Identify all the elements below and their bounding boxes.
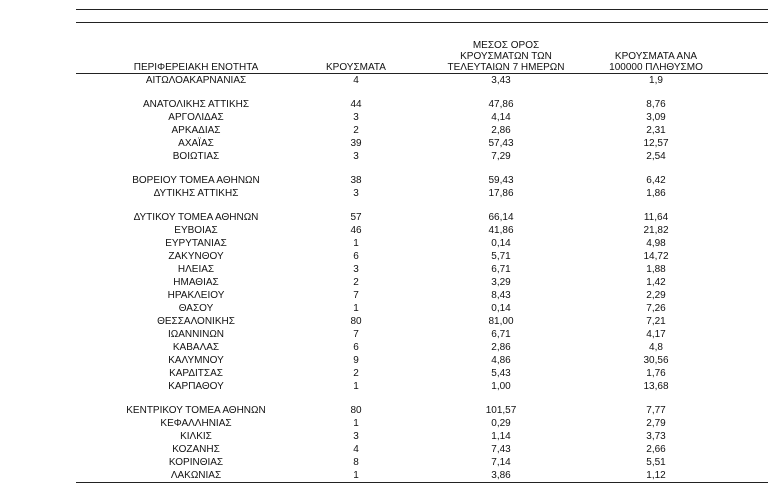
cell-region: ΚΑΡΔΙΤΣΑΣ (169, 368, 223, 379)
cell-avg7: 57,43 (488, 138, 514, 149)
header-region: ΠΕΡΙΦΕΡΕΙΑΚΗ ΕΝΟΤΗΤΑ (133, 62, 259, 73)
cell-region: ΒΟΙΩΤΙΑΣ (172, 151, 220, 162)
cell-cases: 2 (353, 125, 359, 136)
cell-cases: 46 (350, 225, 362, 236)
table-row (76, 289, 768, 302)
cell-region: ΚΑΛΥΜΝΟΥ (168, 355, 224, 366)
cell-per100k: 2,54 (646, 151, 666, 162)
table-row (76, 276, 768, 289)
cell-avg7: 66,14 (488, 212, 514, 223)
cell-avg7: 1,14 (491, 431, 511, 442)
header-per100k-line2: 100000 ΠΛΗΘΥΣΜΟ (609, 62, 703, 73)
cell-region: ΑΝΑΤΟΛΙΚΗΣ ΑΤΤΙΚΗΣ (142, 99, 250, 110)
cell-cases: 80 (350, 405, 362, 416)
table-row (76, 456, 768, 469)
cell-avg7: 5,43 (491, 368, 511, 379)
cell-avg7: 6,71 (491, 264, 511, 275)
cell-avg7: 47,86 (488, 99, 514, 110)
cell-region: ΕΥΒΟΙΑΣ (174, 225, 218, 236)
cell-cases: 7 (353, 329, 359, 340)
header-per100k-line1: ΚΡΟΥΣΜΑΤΑ ΑΝΑ (614, 51, 698, 62)
cell-per100k: 1,86 (646, 188, 666, 199)
cell-region: ΑΡΚΑΔΙΑΣ (171, 125, 221, 136)
table-row (76, 187, 768, 200)
cell-cases: 1 (353, 303, 359, 314)
cell-per100k: 1,9 (649, 75, 663, 86)
table-row (76, 430, 768, 443)
table-row (76, 469, 768, 482)
cell-cases: 3 (353, 188, 359, 199)
table-row (76, 174, 768, 187)
cell-region: ΘΑΣΟΥ (178, 303, 214, 314)
cell-region: ΖΑΚΥΝΘΟΥ (168, 251, 224, 262)
cell-region: ΗΜΑΘΙΑΣ (173, 277, 219, 288)
cell-avg7: 8,43 (491, 290, 511, 301)
cell-per100k: 5,51 (646, 457, 666, 468)
cell-region: ΚΕΦΑΛΛΗΝΙΑΣ (160, 418, 232, 429)
cell-per100k: 1,42 (646, 277, 666, 288)
cell-region: ΚΕΝΤΡΙΚΟΥ ΤΟΜΕΑ ΑΘΗΝΩΝ (126, 405, 266, 416)
table-row (76, 328, 768, 341)
table-row (76, 443, 768, 456)
header-avg7-line3: ΤΕΛΕΥΤΑΙΩΝ 7 ΗΜΕΡΩΝ (447, 62, 565, 73)
cell-per100k: 2,79 (646, 418, 666, 429)
cell-per100k: 7,21 (646, 316, 666, 327)
cell-region: ΚΟΡΙΝΘΙΑΣ (168, 457, 224, 468)
cell-avg7: 4,86 (491, 355, 511, 366)
table-row (76, 74, 768, 87)
cell-region: ΚΑΒΑΛΑΣ (172, 342, 220, 353)
cell-avg7: 3,29 (491, 277, 511, 288)
table-row (76, 98, 768, 111)
cell-avg7: 4,14 (491, 112, 511, 123)
cell-per100k: 1,12 (646, 470, 666, 481)
table-row (76, 367, 768, 380)
cell-per100k: 3,73 (646, 431, 666, 442)
cell-per100k: 4,98 (646, 238, 666, 249)
cell-per100k: 4,8 (649, 342, 663, 353)
table-row (76, 150, 768, 163)
header-per100k (606, 51, 706, 73)
cell-cases: 3 (353, 264, 359, 275)
table-row (76, 224, 768, 237)
cell-per100k: 2,66 (646, 444, 666, 455)
cell-region: ΔΥΤΙΚΗΣ ΑΤΤΙΚΗΣ (153, 188, 239, 199)
table-row (76, 263, 768, 276)
header-avg7 (441, 40, 571, 73)
cell-region: ΑΡΓΟΛΙΔΑΣ (168, 112, 224, 123)
cell-cases: 1 (353, 238, 359, 249)
table-row (76, 354, 768, 367)
cell-per100k: 7,26 (646, 303, 666, 314)
table-row (76, 380, 768, 393)
cell-per100k: 4,17 (646, 329, 666, 340)
table-header-rule (76, 22, 768, 23)
table-row (76, 417, 768, 430)
table-row (76, 111, 768, 124)
cell-cases: 1 (353, 381, 359, 392)
cell-per100k: 30,56 (643, 355, 669, 366)
cell-cases: 9 (353, 355, 359, 366)
cell-cases: 44 (350, 99, 362, 110)
cell-cases: 57 (350, 212, 362, 223)
cell-cases: 38 (350, 175, 362, 186)
cell-avg7: 7,14 (491, 457, 511, 468)
cell-region: ΗΛΕΙΑΣ (177, 264, 215, 275)
cell-per100k: 2,29 (646, 290, 666, 301)
cell-cases: 39 (350, 138, 362, 149)
cell-per100k: 12,57 (643, 138, 669, 149)
cell-avg7: 3,43 (491, 75, 511, 86)
cell-region: ΚΑΡΠΑΘΟΥ (168, 381, 224, 392)
cell-cases: 1 (353, 418, 359, 429)
table-row (76, 237, 768, 250)
cell-cases: 8 (353, 457, 359, 468)
cell-region: ΒΟΡΕΙΟΥ ΤΟΜΕΑ ΑΘΗΝΩΝ (132, 175, 260, 186)
table-row (76, 211, 768, 224)
cell-region: ΗΡΑΚΛΕΙΟΥ (167, 290, 225, 301)
cell-avg7: 1,00 (491, 381, 511, 392)
cell-per100k: 6,42 (646, 175, 666, 186)
table-row (76, 250, 768, 263)
cell-per100k: 7,77 (646, 405, 666, 416)
cell-per100k: 13,68 (643, 381, 669, 392)
cell-avg7: 41,86 (488, 225, 514, 236)
header-cases: ΚΡΟΥΣΜΑΤΑ (326, 62, 386, 73)
cell-cases: 3 (353, 112, 359, 123)
cell-region: ΘΕΣΣΑΛΟΝΙΚΗΣ (157, 316, 235, 327)
cell-region: ΑΧΑΪΑΣ (178, 138, 214, 149)
cell-per100k: 14,72 (643, 251, 669, 262)
cell-per100k: 1,76 (646, 368, 666, 379)
table-row (76, 315, 768, 328)
cell-avg7: 101,57 (485, 405, 517, 416)
cell-avg7: 0,14 (491, 238, 511, 249)
cell-avg7: 3,86 (491, 470, 511, 481)
cell-per100k: 3,09 (646, 112, 666, 123)
cell-cases: 6 (353, 342, 359, 353)
cell-avg7: 17,86 (488, 188, 514, 199)
cell-avg7: 2,86 (491, 125, 511, 136)
table-row (76, 302, 768, 315)
cell-cases: 80 (350, 316, 362, 327)
table-row (76, 341, 768, 354)
cell-region: ΛΑΚΩΝΙΑΣ (170, 470, 222, 481)
cell-cases: 2 (353, 277, 359, 288)
cell-avg7: 81,00 (488, 316, 514, 327)
cell-cases: 4 (353, 444, 359, 455)
cell-cases: 3 (353, 431, 359, 442)
cell-avg7: 59,43 (488, 175, 514, 186)
cell-per100k: 2,31 (646, 125, 666, 136)
cell-avg7: 0,14 (491, 303, 511, 314)
table-bottom-rule (76, 482, 768, 483)
cell-avg7: 0,29 (491, 418, 511, 429)
header-avg7-line2: ΚΡΟΥΣΜΑΤΩΝ ΤΩΝ (460, 51, 552, 62)
cell-avg7: 7,43 (491, 444, 511, 455)
cell-per100k: 1,88 (646, 264, 666, 275)
cell-region: ΕΥΡΥΤΑΝΙΑΣ (165, 238, 227, 249)
cell-cases: 1 (353, 470, 359, 481)
cell-per100k: 11,64 (643, 212, 669, 223)
cell-cases: 6 (353, 251, 359, 262)
cell-region: ΙΩΑΝΝΙΝΩΝ (167, 329, 225, 340)
cell-per100k: 21,82 (643, 225, 669, 236)
table-top-rule (76, 9, 768, 10)
cell-region: ΚΟΖΑΝΗΣ (172, 444, 220, 455)
cell-cases: 7 (353, 290, 359, 301)
cell-cases: 3 (353, 151, 359, 162)
cell-per100k: 8,76 (646, 99, 666, 110)
cell-avg7: 7,29 (491, 151, 511, 162)
cell-region: ΔΥΤΙΚΟΥ ΤΟΜΕΑ ΑΘΗΝΩΝ (133, 212, 259, 223)
cell-avg7: 5,71 (491, 251, 511, 262)
table-row (76, 404, 768, 417)
cell-region: ΑΙΤΩΛΟΑΚΑΡΝΑΝΙΑΣ (145, 75, 247, 86)
cell-avg7: 2,86 (491, 342, 511, 353)
table-row (76, 124, 768, 137)
cell-region: ΚΙΛΚΙΣ (180, 431, 212, 442)
table-row (76, 137, 768, 150)
cell-avg7: 6,71 (491, 329, 511, 340)
header-avg7-line1: ΜΕΣΟΣ ΟΡΟΣ (472, 40, 540, 51)
cell-cases: 2 (353, 368, 359, 379)
cell-cases: 4 (353, 75, 359, 86)
